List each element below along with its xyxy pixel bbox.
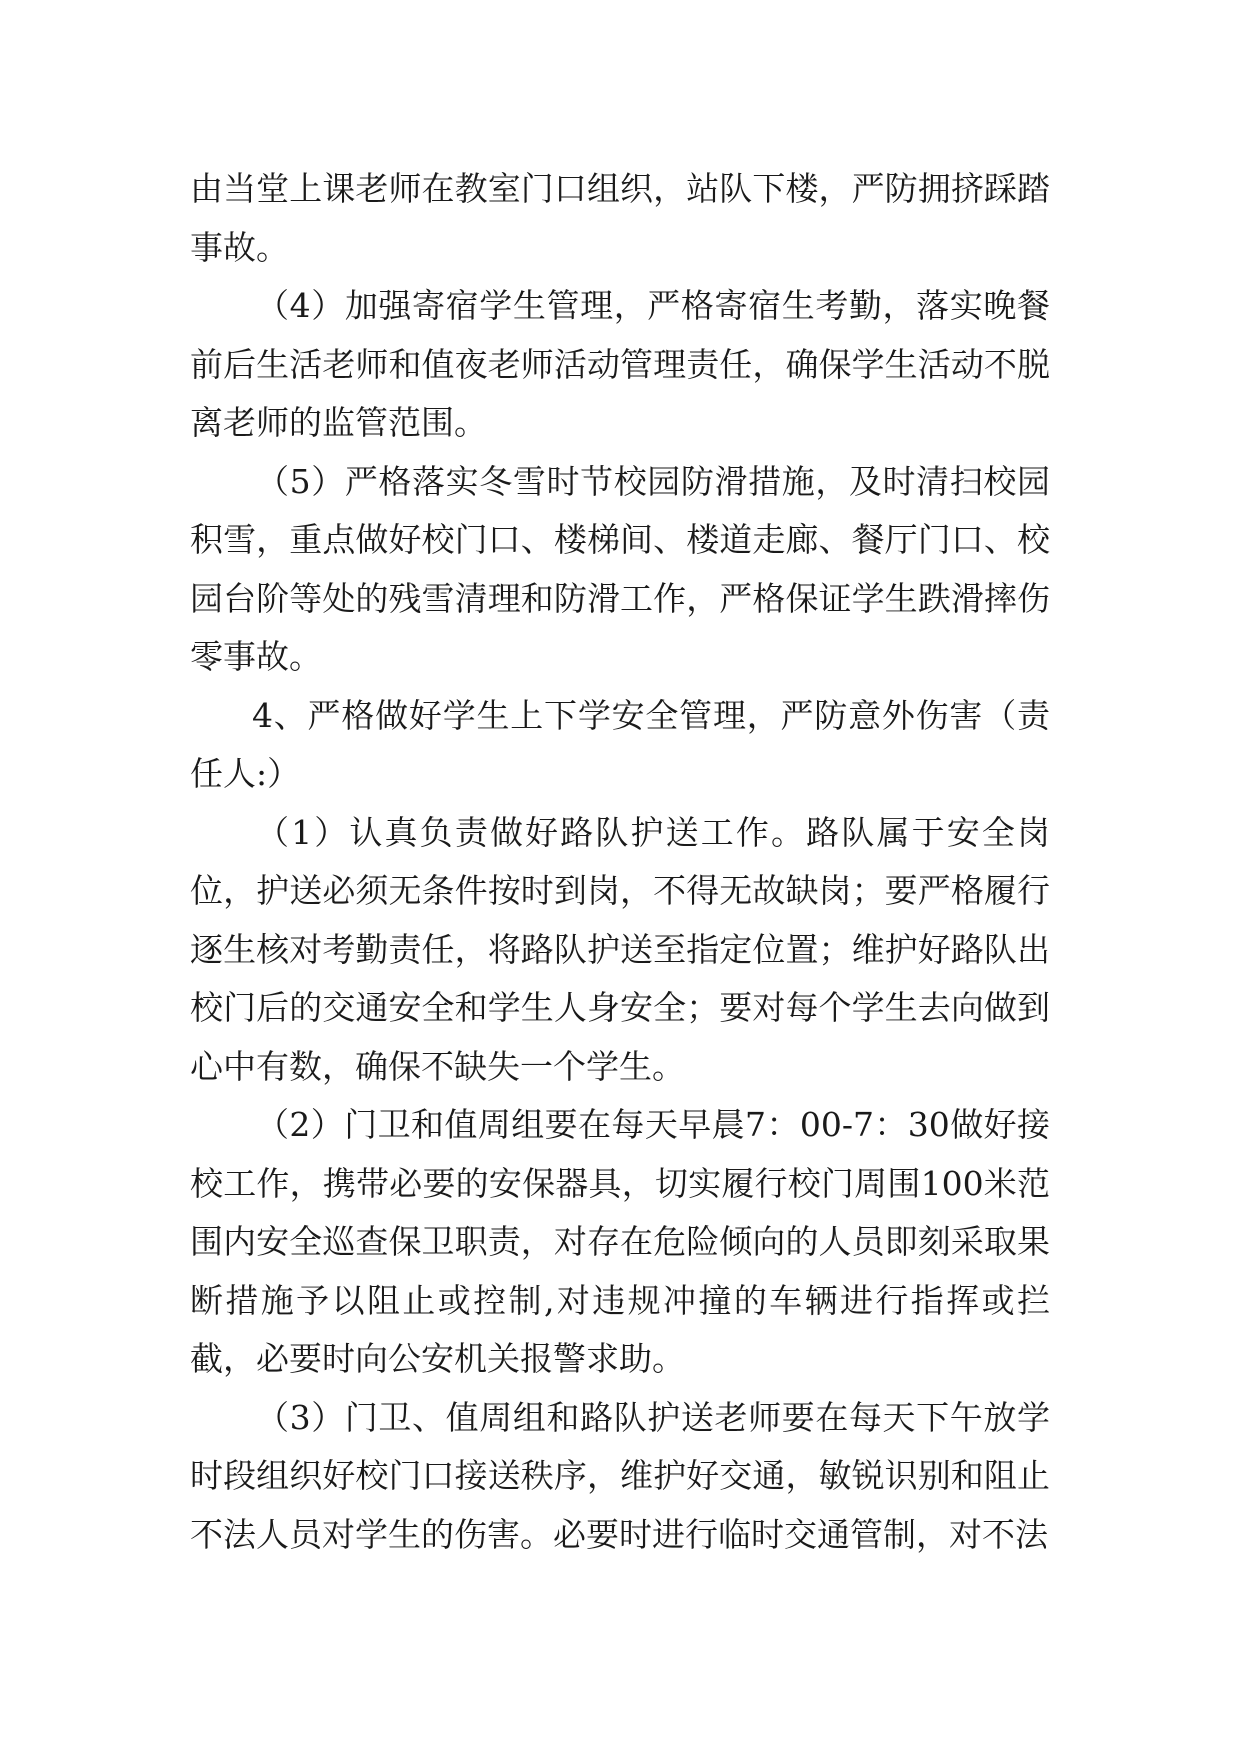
paragraph-sub-item-3: （3）门卫、值周组和路队护送老师要在每天下午放学时段组织好校门口接送秩序，维护好交通，敏锐识别和阻止不法人员对学生的伤害。必要时进行临时交通管制，对不法 <box>190 1397 1050 1554</box>
paragraph-sub-item-1: （1）认真负责做好路队护送工作。路队属于安全岗位，护送必须无条件按时到岗，不得无故缺岗；要严格履行逐生核对考勤责任，将路队护送至指定位置；维护好路队出校门后的交通安全和学生人身安全；要对每个学生去向做到心中有数，确保不缺失一个学生。 <box>190 812 1050 1086</box>
paragraph-item-4: （4）加强寄宿学生管理，严格寄宿生考勤，落实晚餐前后生活老师和值夜老师活动管理责任，确保学生活动不脱离老师的监管范围。 <box>190 286 1050 442</box>
section-heading-4: 4、严格做好学生上下学安全管理，严防意外伤害（责任人:） <box>190 695 1050 793</box>
paragraph-sub-item-2: （2）门卫和值周组要在每天早晨7：00-7：30做好接校工作，携带必要的安保器具，切实履行校门周围100米范围内安全巡查保卫职责，对存在危险倾向的人员即刻采取果断措施予以阻止或控制,对违规冲撞的车辆进行指挥或拦截，必要时向公安机关报警求助。 <box>190 1105 1050 1378</box>
paragraph-continuation: 由当堂上课老师在教室门口组织，站队下楼，严防拥挤踩踏事故。 <box>190 169 1050 267</box>
document-body <box>190 160 1050 1564</box>
paragraph-item-5: （5）严格落实冬雪时节校园防滑措施，及时清扫校园积雪，重点做好校门口、楼梯间、楼道走廊、餐厅门口、校园台阶等处的残雪清理和防滑工作，严格保证学生跌滑摔伤零事故。 <box>190 461 1050 676</box>
